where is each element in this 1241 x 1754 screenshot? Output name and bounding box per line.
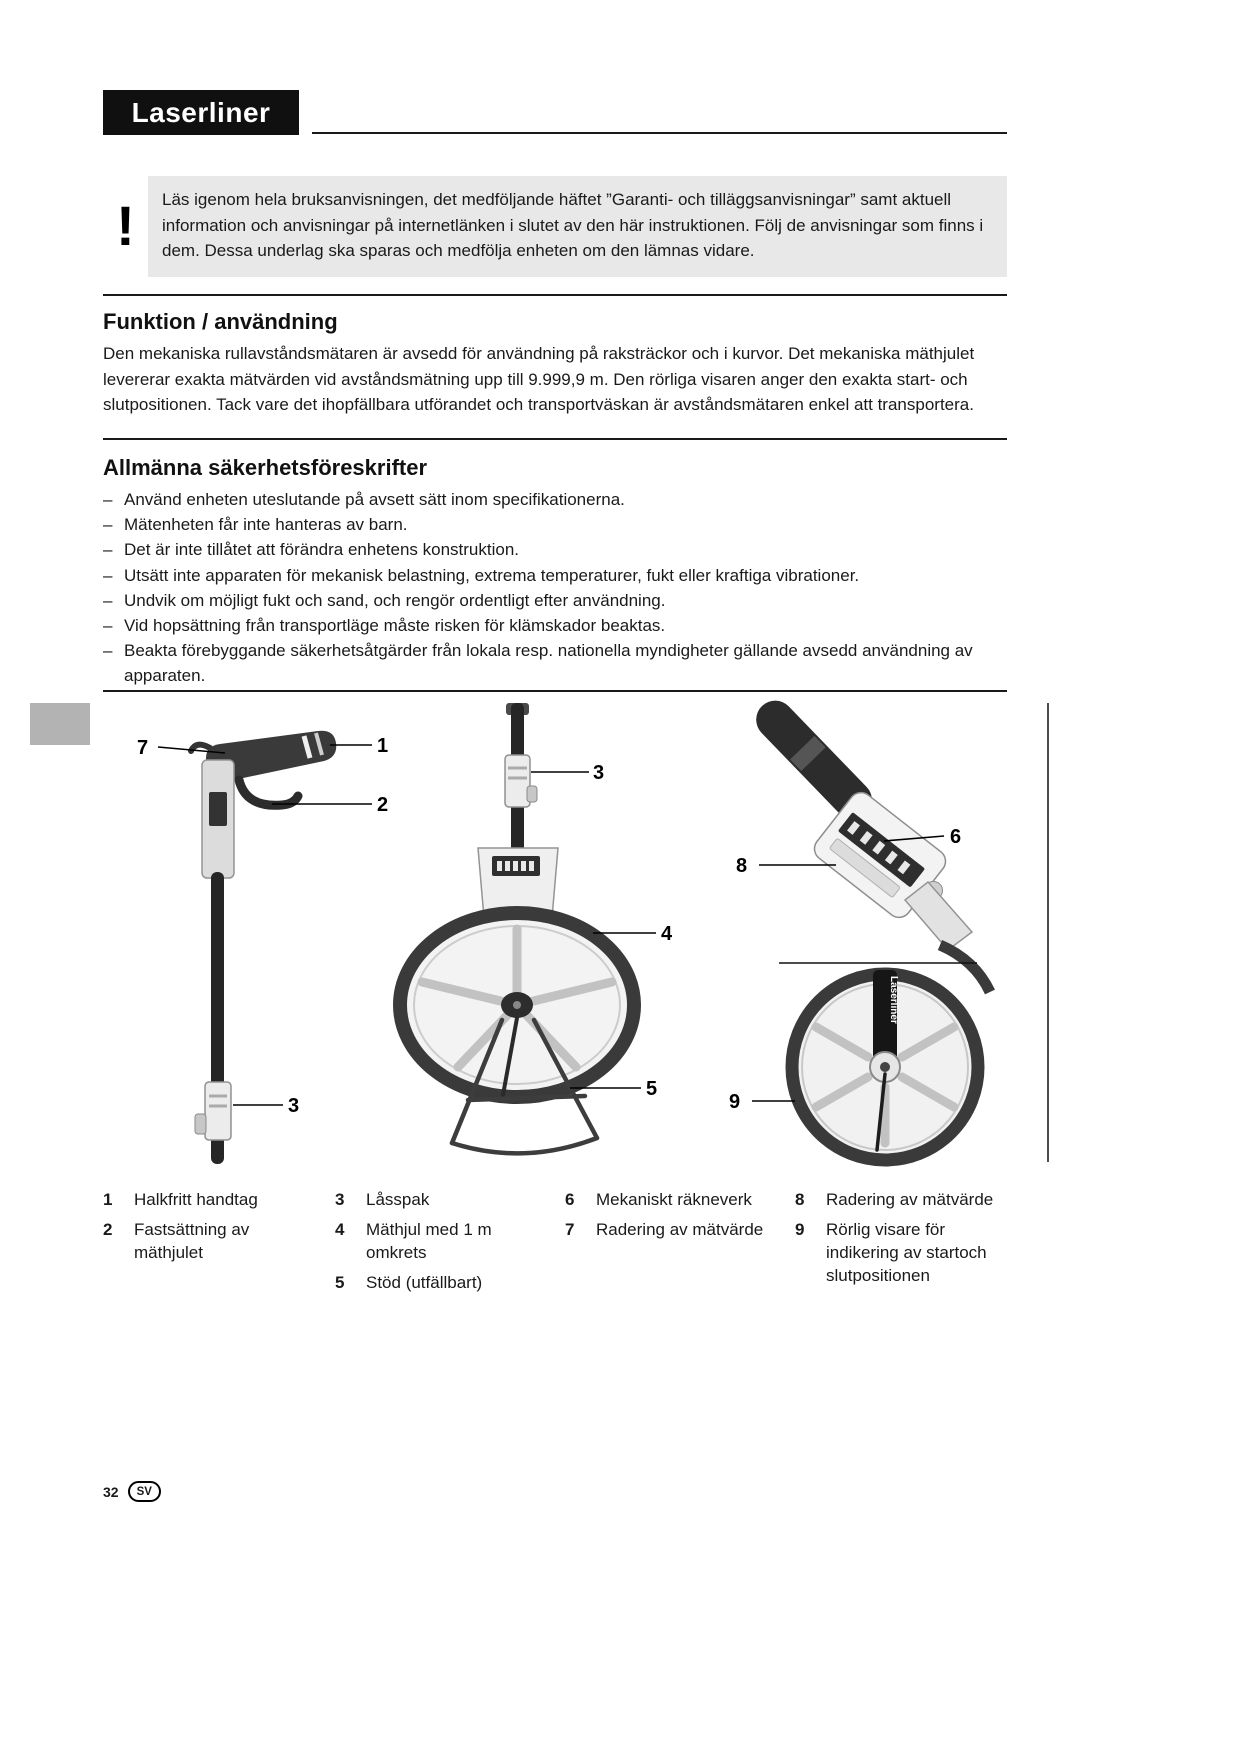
- section-title-safety: Allmänna säkerhetsföreskrifter: [103, 455, 428, 480]
- legend-item: [565, 1188, 795, 1211]
- legend-number: 4: [335, 1220, 345, 1239]
- safety-item-text: Mätenheten får inte hanteras av barn.: [124, 515, 408, 535]
- safety-list: [103, 487, 1011, 689]
- language-badge: SV: [128, 1481, 161, 1502]
- legend-number: 1: [103, 1190, 113, 1209]
- device-figure: [0, 700, 1241, 1178]
- callout-4: 4: [661, 923, 673, 945]
- legend-label: Radering av mätvärde: [596, 1220, 764, 1239]
- callout-2: 2: [377, 794, 389, 816]
- list-dash: –: [103, 641, 113, 661]
- legend-column: [103, 1188, 335, 1294]
- legend-label: Fastsättning av mäthjulet: [134, 1220, 250, 1262]
- safety-item: [103, 588, 1011, 613]
- legend-item: [795, 1188, 1015, 1211]
- legend-number: 8: [795, 1190, 805, 1209]
- callout-7: 7: [137, 737, 149, 759]
- callout-3-left: 3: [288, 1095, 300, 1117]
- header-rule: [312, 132, 1007, 134]
- legend-column: [565, 1188, 795, 1294]
- margin-tab: [30, 703, 90, 745]
- exclamation-icon: !: [103, 176, 148, 277]
- safety-item-text: Det är inte tillåtet att förändra enhetens konstruktion.: [124, 540, 520, 560]
- legend-item: [565, 1218, 795, 1241]
- legend-column: [335, 1188, 565, 1294]
- safety-item-text: Beakta förebyggande säkerhetsåtgärder från lokala resp. nationella myndigheter gällande avsedd användning av apparaten.: [124, 641, 973, 686]
- legend-number: 9: [795, 1220, 805, 1239]
- page-number: 32: [103, 1483, 119, 1500]
- brand-logo-text: Laserliner: [131, 96, 271, 128]
- brand-logo: [103, 90, 299, 135]
- callout-9: 9: [729, 1091, 741, 1113]
- warning-text: Läs igenom hela bruksanvisningen, det medföljande häftet ”Garanti- och tilläggsanvisningar” samt aktuell information och anvisningar på internetlänken i slutet av den här instruktionen. Följ de anvisningar som finns i dem. Dessa underlag ska sparas och medfölja enheten om den lämnas vidare.: [148, 176, 1007, 277]
- legend-item: [103, 1188, 335, 1211]
- safety-item: [103, 487, 1011, 512]
- list-dash: –: [103, 590, 113, 610]
- legend-item: [335, 1271, 565, 1294]
- safety-item: [103, 613, 1011, 638]
- section-divider: [103, 294, 1007, 296]
- safety-item-text: Använd enheten uteslutande på avsett sätt inom specifikationerna.: [124, 490, 625, 509]
- legend-number: 2: [103, 1220, 113, 1239]
- legend-label: Halkfritt handtag: [134, 1190, 258, 1209]
- safety-item-text: Vid hopsättning från transportläge måste risken för klämskador beaktas.: [124, 616, 666, 636]
- safety-item: [103, 537, 1011, 562]
- safety-item: [103, 563, 1011, 588]
- legend-item: [335, 1188, 565, 1211]
- parts-legend: [103, 1188, 1028, 1294]
- figure-folded-device: [191, 731, 336, 1164]
- callout-8: 8: [736, 855, 748, 877]
- legend-item: [795, 1218, 1015, 1287]
- callout-1: 1: [377, 735, 389, 757]
- legend-number: 7: [565, 1220, 575, 1239]
- legend-label: Stöd (utfällbart): [366, 1273, 483, 1292]
- section-divider: [103, 690, 1007, 692]
- legend-number: 3: [335, 1190, 345, 1209]
- legend-item: [103, 1218, 335, 1264]
- callout-5: 5: [646, 1078, 658, 1100]
- legend-column: [795, 1188, 1015, 1294]
- legend-label: Radering av mätvärde: [826, 1190, 994, 1209]
- safety-item: [103, 512, 1011, 537]
- section-title-function: Funktion / användning: [103, 309, 338, 334]
- legend-item: [335, 1218, 565, 1264]
- safety-item-text: Undvik om möjligt fukt och sand, och rengör ordentligt efter användning.: [124, 590, 666, 610]
- section-divider: [103, 438, 1007, 440]
- legend-label: Mäthjul med 1 m omkrets: [366, 1220, 492, 1262]
- wheel-shaft-label: Laserliner: [888, 976, 899, 1024]
- legend-label: Mekaniskt räkneverk: [596, 1190, 752, 1209]
- list-dash: –: [103, 515, 113, 535]
- legend-label: Rörlig visare för indikering av startoch slutpositionen: [826, 1220, 987, 1285]
- list-dash: –: [103, 565, 113, 585]
- list-dash: –: [103, 616, 113, 636]
- legend-number: 5: [335, 1273, 345, 1292]
- warning-box: [103, 176, 1007, 277]
- safety-item: [103, 638, 1011, 688]
- function-body-text: Den mekaniska rullavståndsmätaren är avsedd för användning på raksträckor och i kurvor. Det mekaniska mäthjulet levererar exakta mätvärden vid avståndsmätning upp till 9.999,9 m. Den rörliga visaren anger den exakta start- och slutpositionen. Tack vare det ihopfällbara utförandet och transportväskan är avståndsmätaren enkel att transportera.: [103, 344, 975, 414]
- legend-label: Låsspak: [366, 1190, 430, 1209]
- callout-3-mid: 3: [593, 762, 605, 784]
- page-footer: [103, 1481, 161, 1502]
- legend-number: 6: [565, 1190, 575, 1209]
- list-dash: –: [103, 540, 113, 560]
- figure-wheel-closeup: [792, 970, 978, 1160]
- safety-item-text: Utsätt inte apparaten för mekanisk belastning, extrema temperaturer, fukt eller kraftiga vibrationer.: [124, 565, 860, 585]
- callout-6: 6: [950, 826, 962, 848]
- list-dash: –: [103, 490, 113, 509]
